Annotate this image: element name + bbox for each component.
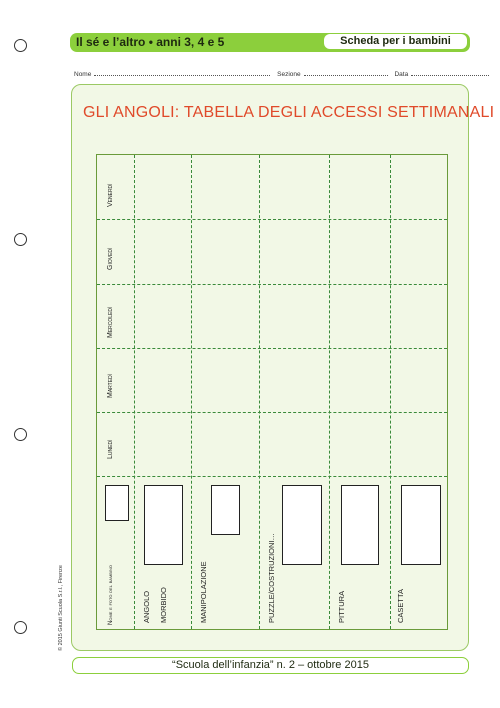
table-row-divider bbox=[97, 219, 447, 220]
column-label-pittura: PITTURA bbox=[337, 590, 346, 623]
table-column-divider bbox=[329, 155, 330, 629]
section-field[interactable] bbox=[304, 69, 388, 76]
binder-hole-1 bbox=[14, 39, 27, 52]
binder-hole-4 bbox=[14, 621, 27, 634]
student-fields bbox=[74, 69, 470, 78]
child-photo-box[interactable] bbox=[105, 485, 129, 521]
binder-hole-2 bbox=[14, 233, 27, 246]
photo-box-manipolazione[interactable] bbox=[211, 485, 240, 535]
day-label-friday: Venerdì bbox=[107, 183, 114, 207]
table-row-divider bbox=[97, 412, 447, 413]
binder-hole-3 bbox=[14, 428, 27, 441]
date-label: Data bbox=[394, 71, 409, 78]
page-title: GLI ANGOLI: TABELLA DEGLI ACCESSI SETTIMANALI bbox=[83, 104, 495, 121]
day-label-thursday: Giovedì bbox=[107, 247, 114, 270]
column-label-morbido: MORBIDO bbox=[159, 587, 168, 623]
table-row-divider bbox=[97, 348, 447, 349]
footer-issue: “Scuola dell’infanzia” n. 2 – ottobre 2015 bbox=[172, 659, 369, 671]
name-label: Nome bbox=[74, 71, 92, 78]
table-row-divider bbox=[97, 284, 447, 285]
header-bar bbox=[70, 33, 470, 52]
table-column-divider bbox=[259, 155, 260, 629]
photo-box-angolo-morbido[interactable] bbox=[144, 485, 183, 565]
date-field[interactable] bbox=[411, 69, 489, 76]
table-column-divider bbox=[191, 155, 192, 629]
copyright-text: © 2015 Giunti Scuola S.r.l., Firenze bbox=[58, 565, 64, 651]
photo-box-casetta[interactable] bbox=[401, 485, 441, 565]
attendance-table bbox=[96, 154, 448, 630]
day-label-monday: Lunedì bbox=[107, 439, 114, 459]
footer-bar bbox=[72, 657, 469, 674]
day-label-wednesday: Mercoledì bbox=[107, 306, 114, 338]
day-label-tuesday: Martedì bbox=[107, 373, 114, 398]
table-column-divider bbox=[390, 155, 391, 629]
section-label: Sezione bbox=[277, 71, 301, 78]
column-label-manipolazione: MANIPOLAZIONE bbox=[199, 561, 208, 623]
column-label-casetta: CASETTA bbox=[396, 588, 405, 623]
column-label-angolo: ANGOLO bbox=[142, 590, 151, 623]
table-column-divider bbox=[134, 155, 135, 629]
photo-box-pittura[interactable] bbox=[341, 485, 379, 565]
name-field[interactable] bbox=[94, 69, 270, 76]
photo-box-puzzle[interactable] bbox=[282, 485, 322, 565]
child-name-photo-label: Nome e foto del bambino bbox=[108, 564, 114, 625]
header-subject: Il sé e l’altro • anni 3, 4 e 5 bbox=[76, 35, 225, 49]
header-sheet-type: Scheda per i bambini bbox=[324, 34, 467, 49]
column-label-puzzle: PUZZLE/COSTRUZIONI… bbox=[267, 532, 276, 623]
table-row-divider bbox=[97, 476, 447, 477]
